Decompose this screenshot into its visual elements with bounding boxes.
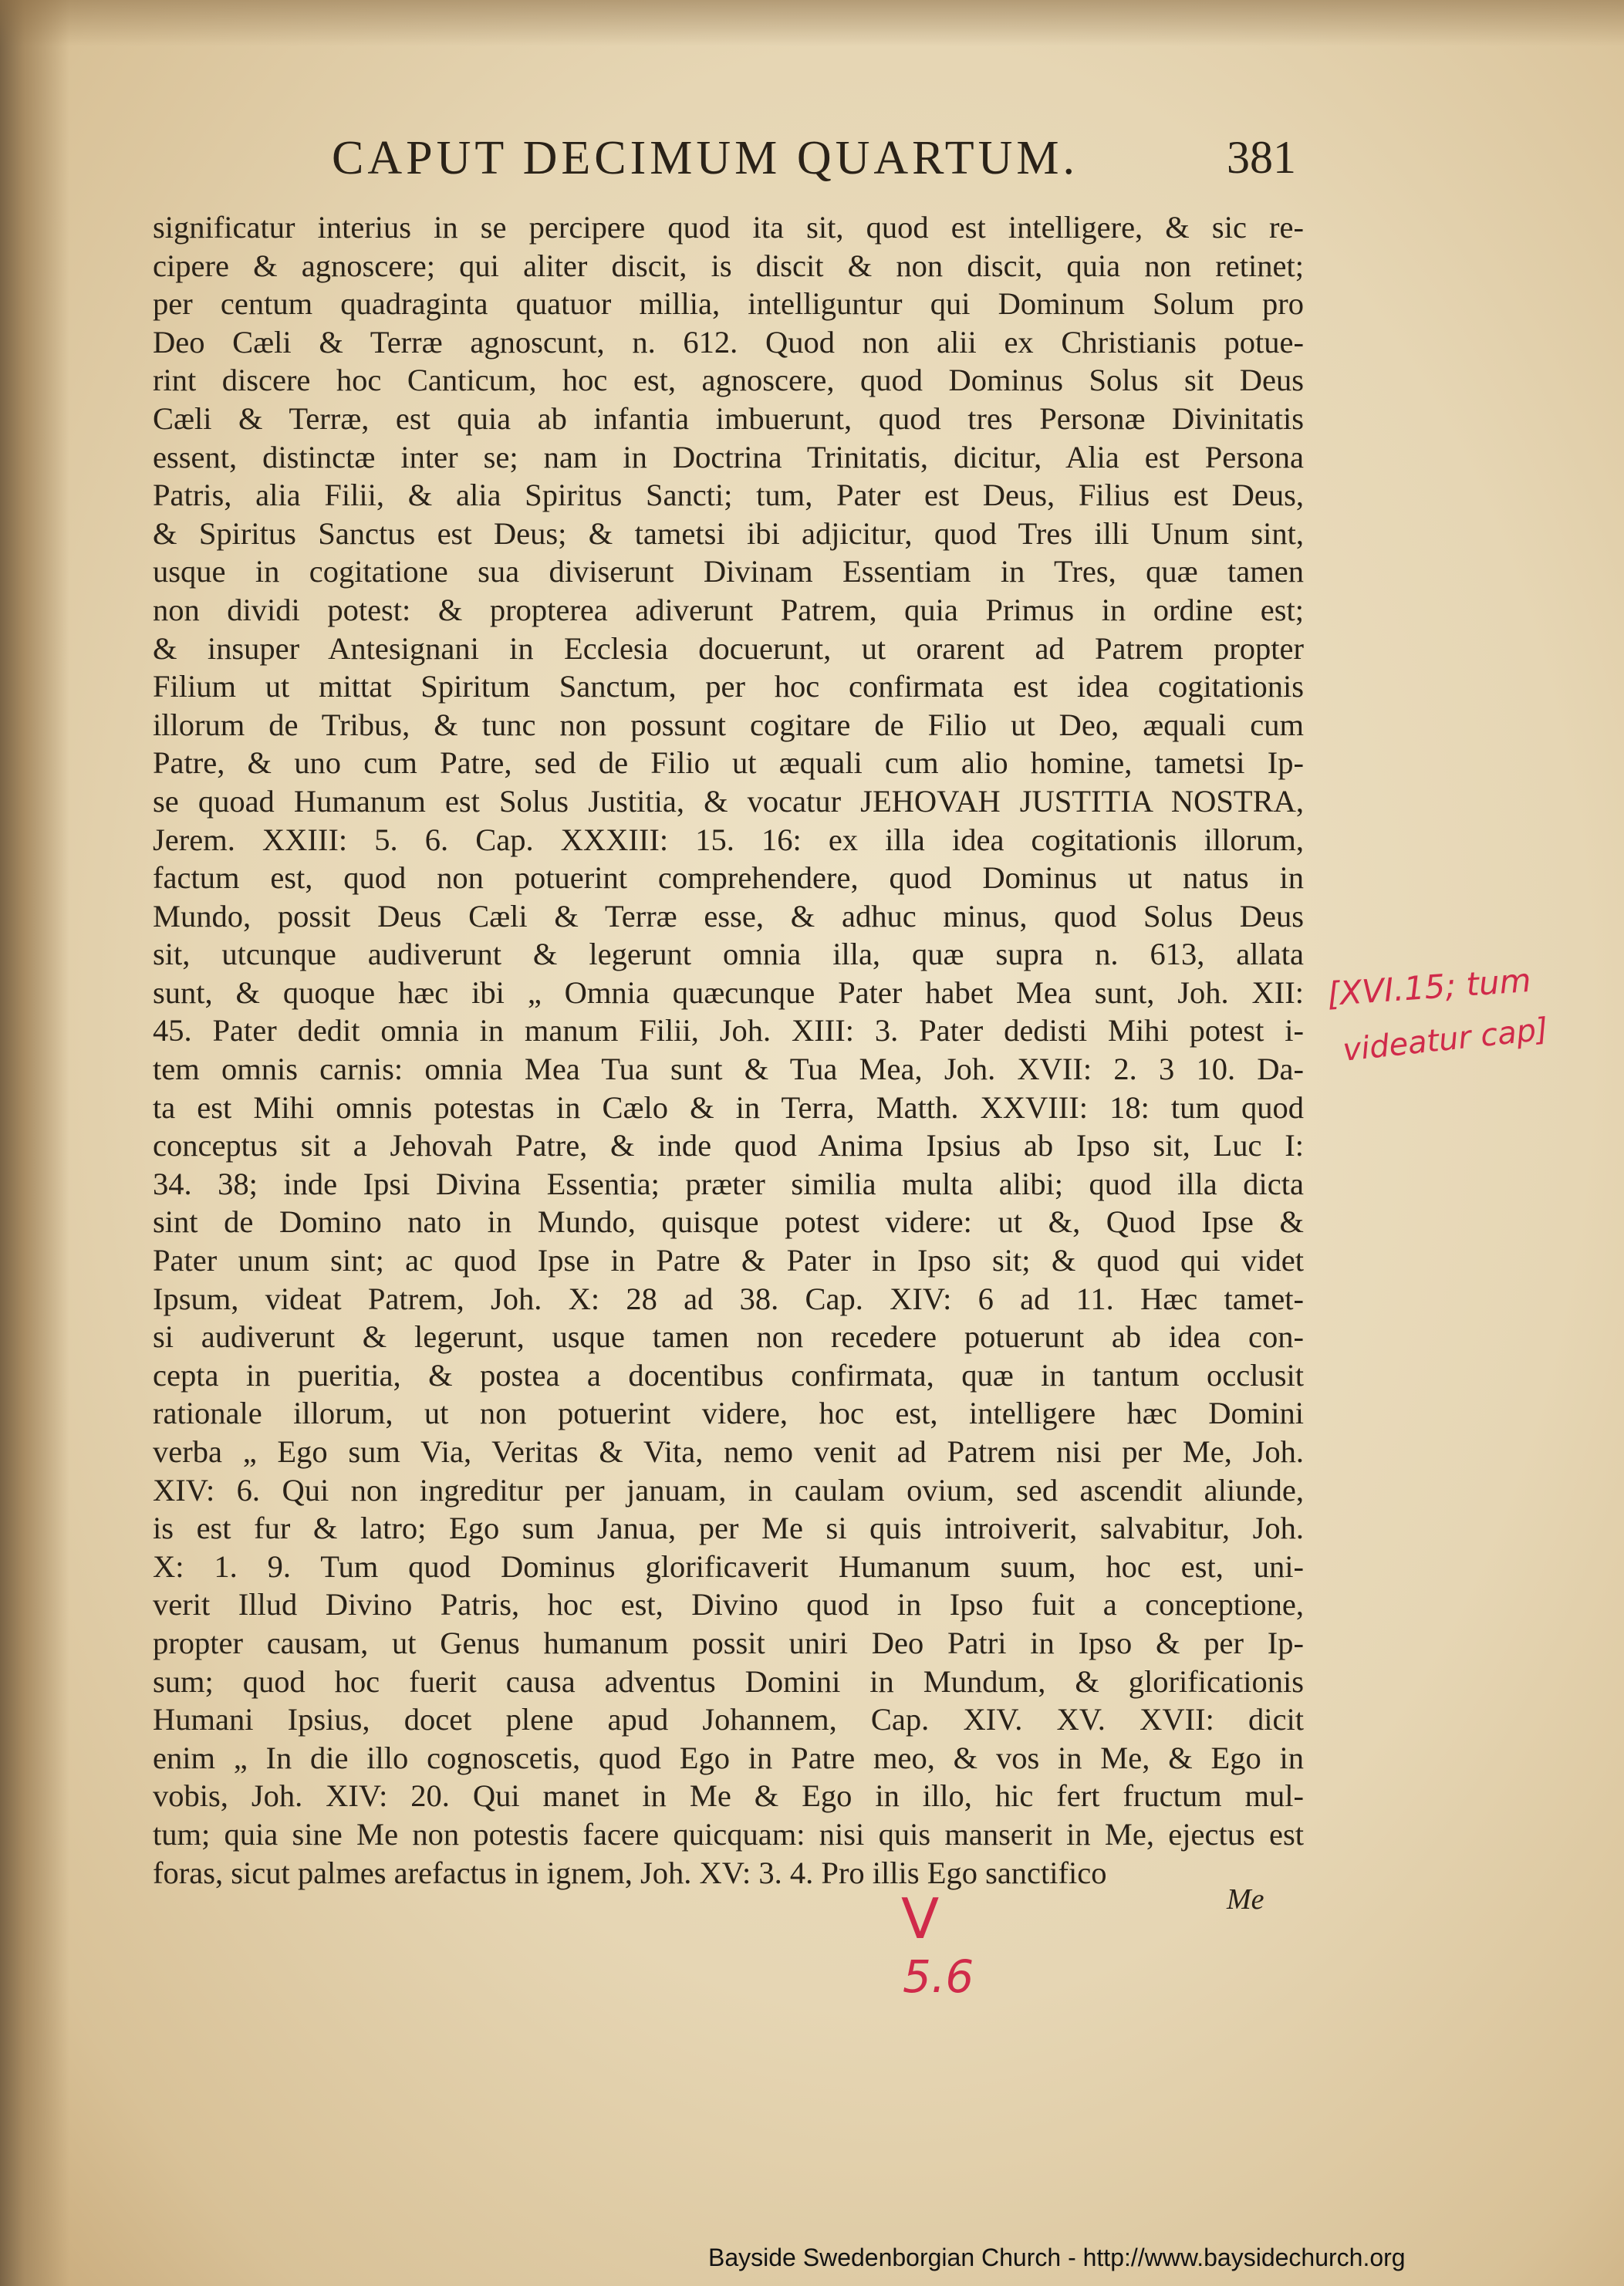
text-line: sint de Domino nato in Mundo, quisque potest videre: ut &, Quod Ipse & (153, 1204, 1304, 1240)
text-line: essent, distinctæ inter se; nam in Doctrina Trinitatis, dicitur, Alia est Persona (153, 439, 1304, 474)
text-line: enim „ In die illo cognoscetis, quod Ego in Patre meo, & vos in Me, & Ego in (153, 1740, 1304, 1775)
text-line: propter causam, ut Genus humanum possit uniri Deo Patri in Ipso & per Ip- (153, 1625, 1304, 1660)
text-line: cipere & agnoscere; qui aliter discit, is discit & non discit, quia non retinet; (153, 248, 1304, 283)
correction-mark: V (901, 1886, 940, 1951)
gutter-shadow (0, 0, 69, 2286)
text-line: sunt, & quoque hæc ibi „ Omnia quæcunque Pater habet Mea sunt, Joh. XII: (153, 974, 1304, 1010)
text-line: Ipsum, videat Patrem, Joh. X: 28 ad 38. Cap. XIV: 6 ad 11. Hæc tamet- (153, 1281, 1304, 1316)
text-line: Cæli & Terræ, est quia ab infantia imbuerunt, quod tres Personæ Divinitatis (153, 400, 1304, 436)
text-line: rint discere hoc Canticum, hoc est, agnoscere, quod Dominus Solus sit Deus (153, 363, 1304, 398)
text-line: se quoad Humanum est Solus Justitia, & vocatur JEHOVAH JUSTITIA NOSTRA, (153, 783, 1304, 819)
text-line: foras, sicut palmes arefactus in ignem, Joh. XV: 3. 4. Pro illis Ego sanctifico (153, 1855, 1107, 1890)
text-line: sum; quod hoc fuerit causa adventus Domini in Mundum, & glorificationis (153, 1663, 1304, 1699)
text-line: Patre, & uno cum Patre, sed de Filio ut æquali cum alio homine, tametsi Ip- (153, 745, 1304, 781)
page-number: 381 (1227, 132, 1296, 183)
margin-annotation: [XVI.15; tum (1325, 961, 1532, 1014)
text-line: tum; quia sine Me non potestis facere quicquam: nisi quis manserit in Me, ejectus est (153, 1816, 1304, 1852)
text-line: vobis, Joh. XIV: 20. Qui manet in Me & Ego in illo, hic fert fructum mul- (153, 1778, 1304, 1814)
text-line: significatur interius in se percipere quod ita sit, quod est intelligere, & sic re- (153, 210, 1304, 245)
text-line: Patris, alia Filii, & alia Spiritus Sancti; tum, Pater est Deus, Filius est Deus, (153, 478, 1304, 513)
text-line: cepta in pueritia, & postea a docentibus confirmata, quæ in tantum occlusit (153, 1357, 1304, 1393)
catchword: Me (1227, 1883, 1264, 1916)
text-line: per centum quadraginta quatuor millia, intelliguntur qui Dominum Solum pro (153, 286, 1304, 322)
text-line: & Spiritus Sanctus est Deus; & tametsi ibi adjicitur, quod Tres illi Unum sint, (153, 515, 1304, 551)
text-line: non dividi potest: & propterea adiverunt Patrem, quia Primus in ordine est; (153, 592, 1304, 627)
text-line: & insuper Antesignani in Ecclesia docuerunt, ut orarent ad Patrem propter (153, 630, 1304, 666)
text-line: factum est, quod non potuerint comprehendere, quod Dominus ut natus in (153, 860, 1304, 896)
text-line: 34. 38; inde Ipsi Divina Essentia; præter similia multa alibi; quod illa dicta (153, 1166, 1304, 1201)
top-edge-shadow (0, 0, 1624, 46)
text-line: Mundo, possit Deus Cæli & Terræ esse, & adhuc minus, quod Solus Deus (153, 898, 1304, 934)
text-line: Jerem. XXIII: 5. 6. Cap. XXXIII: 15. 16: ex illa idea cogitationis illorum, (153, 822, 1304, 857)
text-line: Deo Cæli & Terræ agnoscunt, n. 612. Quod non alii ex Christianis potue- (153, 324, 1304, 360)
correction-text: 5.6 (903, 1950, 974, 2003)
text-line: tem omnis carnis: omnia Mea Tua sunt & Tua Mea, Joh. XVII: 2. 3 10. Da- (153, 1052, 1304, 1087)
text-line: Humani Ipsius, docet plene apud Johannem, Cap. XIV. XV. XVII: dicit (153, 1702, 1304, 1737)
text-line: illorum de Tribus, & tunc non possunt cogitare de Filio ut Deo, æquali cum (153, 707, 1304, 742)
text-line: X: 1. 9. Tum quod Dominus glorificaverit Humanum suum, hoc est, uni- (153, 1548, 1304, 1584)
text-line: ta est Mihi omnis potestas in Cælo & in Terra, Matth. XXVIII: 18: tum quod (153, 1089, 1304, 1125)
text-line: usque in cogitatione sua diviserunt Divinam Essentiam in Tres, quæ tamen (153, 554, 1304, 589)
text-line: verba „ Ego sum Via, Veritas & Vita, nemo venit ad Patrem nisi per Me, Joh. (153, 1434, 1304, 1469)
text-line: rationale illorum, ut non potuerint videre, hoc est, intelligere hæc Domini (153, 1396, 1304, 1431)
text-line: XIV: 6. Qui non ingreditur per januam, in caulam ovium, sed ascendit aliunde, (153, 1472, 1304, 1508)
page-header (0, 131, 1624, 193)
footer-credit: Bayside Swedenborgian Church - http://www.baysidechurch.org (708, 2244, 1406, 2271)
text-line: is est fur & latro; Ego sum Janua, per Me si quis introiverit, salvabitur, Joh. (153, 1511, 1304, 1546)
body-text (153, 208, 1304, 1892)
text-line: sit, utcunque audiverunt & legerunt omnia illa, quæ supra n. 613, allata (153, 937, 1304, 972)
text-line: verit Illud Divino Patris, hoc est, Divino quod in Ipso fuit a conceptione, (153, 1587, 1304, 1622)
text-line: Filium ut mittat Spiritum Sanctum, per hoc confirmata est idea cogitationis (153, 669, 1304, 704)
running-head: CAPUT DECIMUM QUARTUM. (332, 132, 1079, 184)
text-line: Pater unum sint; ac quod Ipse in Patre & Pater in Ipso sit; & quod qui videt (153, 1243, 1304, 1278)
text-line: conceptus sit a Jehovah Patre, & inde quod Anima Ipsius ab Ipso sit, Luc I: (153, 1128, 1304, 1163)
margin-annotation: videatur cap] (1341, 1011, 1550, 1069)
text-line: 45. Pater dedit omnia in manum Filii, Joh. XIII: 3. Pater dedisti Mihi potest i- (153, 1013, 1304, 1048)
text-line: si audiverunt & legerunt, usque tamen non recedere potuerunt ab idea con- (153, 1319, 1304, 1355)
